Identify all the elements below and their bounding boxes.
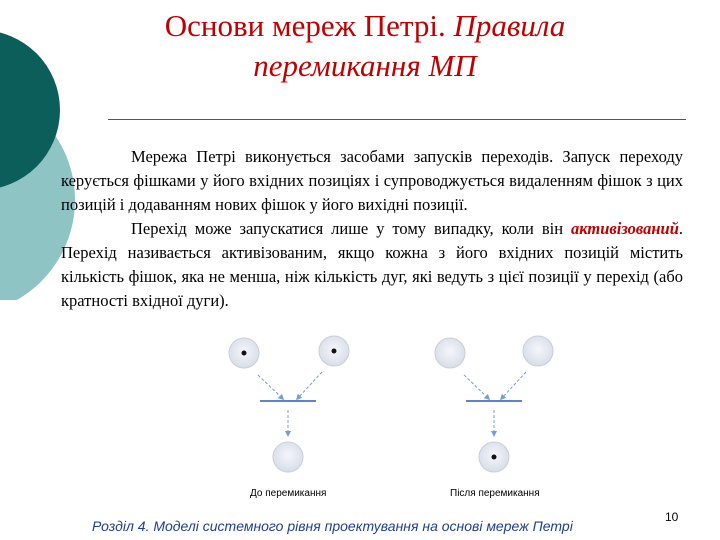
- title-divider: [108, 119, 686, 120]
- token: [492, 455, 497, 460]
- arc: [298, 372, 322, 398]
- paragraph-1: Мережа Петрі виконується засобами запусків переходів. Запуск переходу керується фішками у його вхідних позиціях і супроводжується видаленням фішок з цих позицій і додаванням нових фішок у його вихідні позиції.: [61, 147, 683, 214]
- paragraph-2: [61, 217, 683, 313]
- page-number: 10: [665, 510, 679, 524]
- token: [332, 349, 337, 354]
- paragraph-2-rest: . Перехід називається активізованим, якщо кожна з його вхідних позицій містить кількість фішок, яка не менша, ніж кількість дуг, які ведуть з цієї позиції у перехід (або кратності вхідної дуги).: [61, 219, 684, 310]
- caption-before: До перемикання: [250, 488, 327, 499]
- title-italic: Правила перемикання МП: [253, 8, 566, 83]
- place-output: [273, 442, 303, 472]
- title-regular: Основи мереж Петрі.: [164, 8, 446, 43]
- petri-net-diagram: [220, 330, 580, 505]
- slide-title: [100, 6, 630, 86]
- place-input-1: [435, 338, 465, 368]
- paragraph-2-start: Перехід може запускатися лише у тому випадку, коли він: [131, 219, 564, 238]
- term-activated: активізований: [571, 219, 679, 238]
- caption-after: Після перемикання: [450, 488, 540, 499]
- arc: [502, 372, 526, 398]
- net-after: [435, 336, 553, 472]
- token: [242, 351, 247, 356]
- arc: [464, 375, 488, 398]
- footer-text: Розділ 4. Моделі системного рівня проектування на основі мереж Петрі: [92, 518, 573, 534]
- place-input-2: [523, 336, 553, 366]
- slide-body: [61, 145, 683, 313]
- arc: [258, 375, 282, 398]
- net-before: [229, 336, 349, 472]
